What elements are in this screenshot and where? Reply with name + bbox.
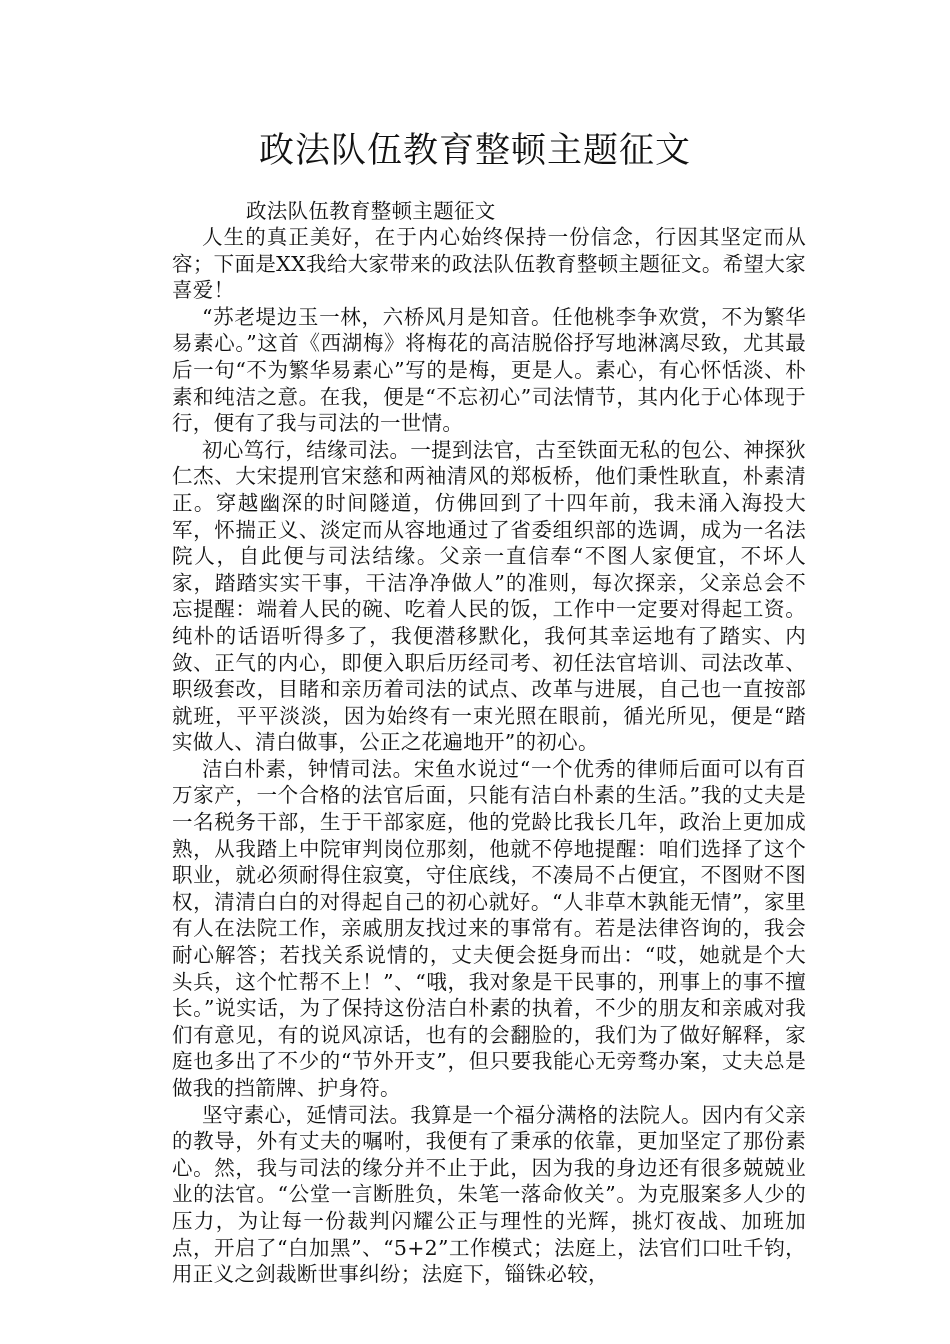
document-subtitle: 政法队伍教育整顿主题征文 [246,199,496,223]
paragraph-plum-poem: “苏老堤边玉一林，六桥风月是知音。任他桃李争欢赏，不为繁华易素心。”这首《西湖梅》将梅花的高洁脱俗抒写地淋漓尽致，尤其最后一句“不为繁华易素心”写的是梅，更是人。素心，有心怀恬淡、朴素和纯洁之意。在我，便是“不忘初心”司法情节，其内化于心体现于行，便有了我与司法的一世情。 [172,304,806,436]
document-body [172,198,806,1288]
document-title: 政法队伍教育整顿主题征文 [258,131,691,171]
paragraph-steadfast-heart: 坚守素心，延情司法。我算是一个福分满格的法院人。因内有父亲的教导，外有丈夫的嘱咐，我便有了秉承的依靠，更加坚定了那份素心。然，我与司法的缘分并不止于此，因为我的身边还有很多兢兢业业的法官。“公堂一言断胜负，朱笔一落命攸关”。为克服案多人少的压力，为让每一份裁判闪耀公正与理性的光辉，挑灯夜战、加班加点，开启了“白加黑”、“5+2”工作模式；法庭上，法官们口吐千钧，用正义之剑裁断世事纠纷；法庭下，锱铢必较， [172,1102,806,1287]
paragraph-pure-simplicity: 洁白朴素，钟情司法。宋鱼水说过“一个优秀的律师后面可以有百万家产，一个合格的法官后面，只能有洁白朴素的生活。”我的丈夫是一名税务干部，生于干部家庭，他的党龄比我长几年，政治上更加成熟，从我踏上中院审判岗位那刻，他就不停地提醒：咱们选择了这个职业，就必须耐得住寂寞，守住底线，不凑局不占便宜，不图财不图权，清清白白的对得起自己的初心就好。“人非草木孰能无情”，家里有人在法院工作，亲戚朋友找过来的事常有。若是法律咨询的，我会耐心解答；若找关系说情的，丈夫便会挺身而出：“哎，她就是个大头兵，这个忙帮不上！”、“哦，我对象是干民事的，刑事上的事不擅长。”说实话，为了保持这份洁白朴素的执着，不少的朋友和亲戚对我们有意见，有的说风凉话，也有的会翻脸的，我们为了做好解释，家庭也多出了不少的“节外开支”，但只要我能心无旁骛办案，丈夫总是做我的挡箭牌、护身符。 [172,756,806,1100]
paragraph-original-aspiration: 初心笃行，结缘司法。一提到法官，古至铁面无私的包公、神探狄仁杰、大宋提刑官宋慈和两袖清风的郑板桥，他们秉性耿直，朴素清正。穿越幽深的时间隧道，仿佛回到了十四年前，我未涌入海投大军，怀揣正义、淡定而从容地通过了省委组织部的选调，成为一名法院人，自此便与司法结缘。父亲一直信奉“不图人家便宜，不坏人家，踏踏实实干事，干洁净净做人”的准则，每次探亲，父亲总会不忘提醒：端着人民的碗、吃着人民的饭，工作中一定要对得起工资。纯朴的话语听得多了，我便潜移默化，我何其幸运地有了踏实、内敛、正气的内心，即便入职后历经司考、初任法官培训、司法改革、职级套改，目睹和亲历着司法的试点、改革与进展，自己也一直按部就班，平平淡淡，因为始终有一束光照在眼前，循光所见，便是“踏实做人、清白做事，公正之花遍地开”的初心。 [172,437,806,755]
paragraph-intro: 人生的真正美好，在于内心始终保持一份信念，行因其坚定而从容；下面是XX我给大家带来的政法队伍教育整顿主题征文。希望大家喜爱！ [172,225,806,303]
